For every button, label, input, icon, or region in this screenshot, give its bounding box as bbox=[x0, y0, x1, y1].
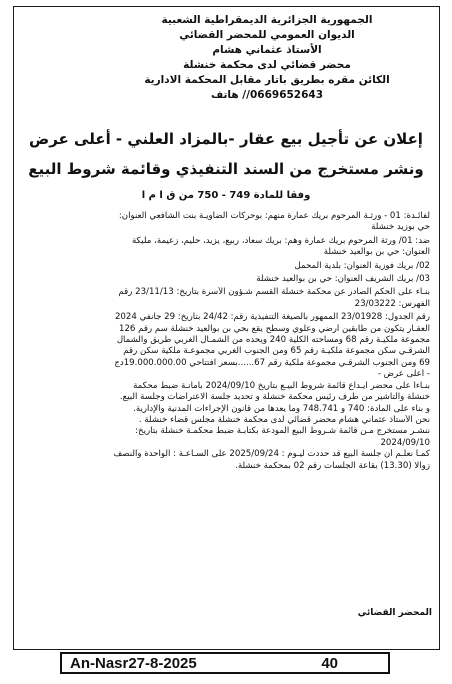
letterhead-phone: 0669652643// هاتف bbox=[210, 89, 324, 101]
letterhead-line: محضر قضائي لدى محكمة خنشلة bbox=[183, 59, 351, 71]
page-number: 40 bbox=[321, 654, 338, 672]
letterhead-line: الجمهورية الجزائرية الديمقراطية الشعبية bbox=[161, 14, 373, 26]
body-line: 2024/09/10 bbox=[380, 437, 430, 448]
body-line: الشرقـي سكن مجموعة ملكيـة رقم 65 ومن الجنوب الغربي مجموعـة ملكية سكن رقم bbox=[123, 346, 430, 357]
bailiff-signature-label: المحضر القضائي bbox=[357, 608, 432, 618]
body-line: نحن الأستاذ عثماني هشام محضر قضائي لدى محكمة خنشلة مجلس قضاء خنشلة . bbox=[138, 414, 430, 425]
announcement-body bbox=[20, 211, 430, 472]
letterhead bbox=[102, 13, 432, 103]
body-line: زوالا (13.30) بقاعة الجلسات رقم 02 بمحكمة خنشلة. bbox=[235, 460, 430, 471]
body-line: رقم الجدول: 23/01928 الممهور بالصيغة التنفيذية رقم: 24/42 بتاريخ: 29 جانفي 2024 bbox=[114, 312, 430, 323]
body-line: و بناء على المادة: 740 و 748.741 وما يعدها من قانون الإجراءات المدنية والإدارية. bbox=[133, 403, 430, 414]
body-line: - أعلى عرض - bbox=[377, 369, 430, 380]
legal-article-reference: وفقا للمادة 749 - 750 من ق ا م ا bbox=[141, 190, 311, 201]
letterhead-line: الأستاذ عثماني هشام bbox=[212, 44, 322, 56]
body-line: ننشـر مستخرج مـن قائمة شـروط البيع المودعة بكتابـة ضبط محكمـة خنشلة بتاريخ: bbox=[135, 426, 430, 437]
announcement-title-line-1: إعلان عن تأجيل بيع عقار -بالمزاد العلني - أعلى عرض bbox=[29, 130, 423, 148]
page-footer bbox=[60, 652, 390, 674]
body-line: العقـار يتكون من طابقين أرضي وعلوي وسطح يقع بحي بن بوالعيد خنشلة سم رقم 126 bbox=[119, 323, 430, 334]
letterhead-line: الديوان العمومي للمحضر القضائي bbox=[179, 29, 355, 41]
body-line: بنـاء على الحكم الصادر عن محكمة خنشلة القسم شـؤون الأسرة بتاريخ: 23/11/13 رقم bbox=[118, 287, 430, 298]
body-line: كمـا نعلـم أن جلسة البيع قد حددت ليـوم : 2025/09/24 على السـاعـة : الواحدة والنصف bbox=[113, 449, 430, 460]
body-line: مجموعة ملكيـة رقم 68 ومساحته الكلية 240 ويحده من الشمـال الغربي طريق والشمال bbox=[116, 335, 430, 346]
announcement-title-line-2: ونشر مستخرج من السند التنفيذي وقائمة شروط البيع bbox=[28, 160, 424, 178]
body-line: بنـاءا على محضر ايـداع قائمة شروط البيـع بتاريخ 2024/09/10 بأمانـة ضبط محكمة bbox=[133, 380, 430, 391]
body-line: العنوان: حي بن بوالعيد خنشلة bbox=[323, 247, 430, 258]
body-line: 69 ومن الجنوب الشرقـي مجموعة ملكية رقم 67......بسعر افتتاحي 19.000.000.00دج bbox=[114, 357, 430, 368]
body-line: حي بوزيد خنشلة bbox=[371, 222, 430, 233]
newspaper-source-date: An-Nasr27-8-2025 bbox=[70, 654, 197, 672]
body-line: خنشلة والتأشير من طرف رئيس محكمة خنشلة و تحديد جلسة الاعتراضات وجلسة البيع. bbox=[119, 392, 430, 403]
body-line: لفائـدة: 01 - ورثـة المرحوم بريك عمارة منهم: بوحركات الضاويـة بنت الشافعي العنوان: bbox=[118, 211, 430, 221]
body-line: الفهرس: 23/03222 bbox=[354, 298, 430, 309]
body-line: ضد: 01/ ورثة المرحوم بريك عمارة وهم: بريك سعاد، ربيع، يزيد، حليم، زعيمة، مليكة bbox=[131, 235, 430, 246]
body-line: 03/ بريك الشريف العنوان: حي بن بوالعيد خنشلة bbox=[256, 274, 430, 285]
body-line: 02/ بريك فوزية العنوان: بلدية المحمل bbox=[294, 260, 430, 271]
letterhead-line: الكائن مقره بطريق باتار مقابل المحكمة الادارية bbox=[144, 74, 390, 86]
